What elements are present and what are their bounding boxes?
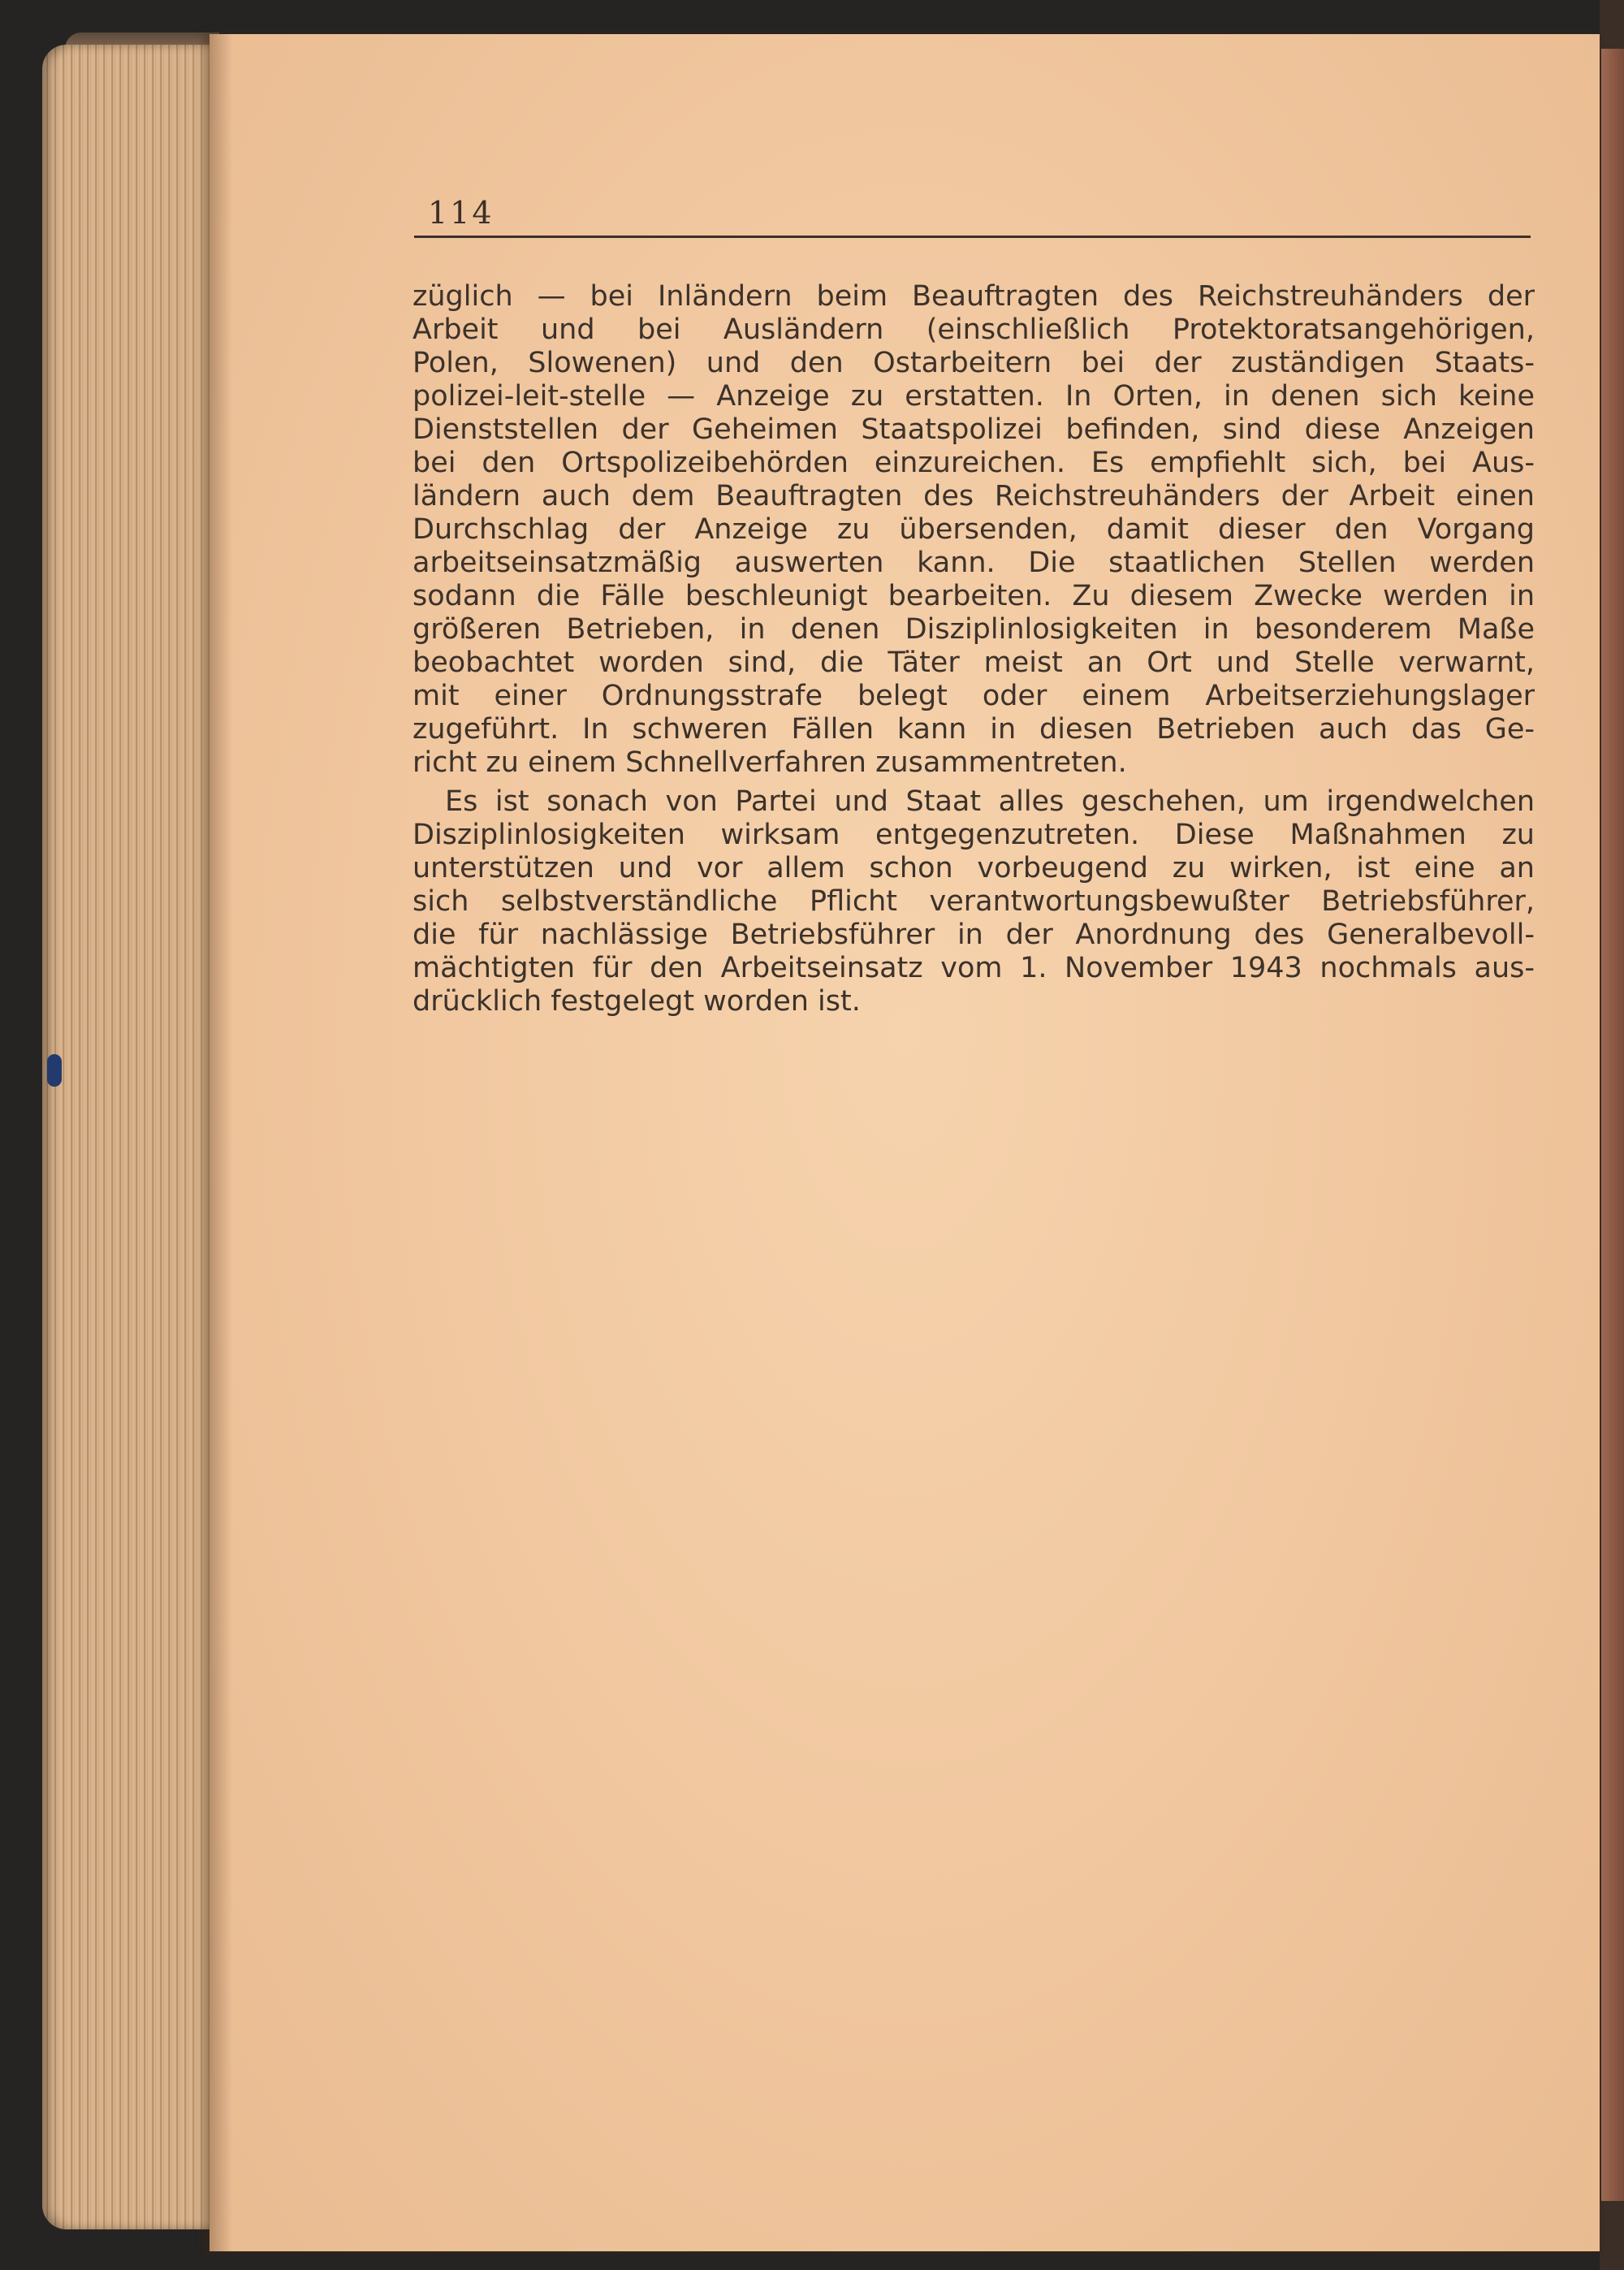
text-line: arbeitseinsatzmäßig auswerten kann. Die staatlichen Stellen werden [412, 547, 1535, 579]
text-line: Polen, Slowenen) und den Ostarbeitern bei der zuständigen Staats- [412, 347, 1535, 379]
binding-mark [47, 1054, 62, 1087]
text-line: Durchschlag der Anzeige zu übersenden, damit dieser den Vorgang [412, 513, 1535, 546]
text-line: Arbeit und bei Ausländern (einschließlich Protektoratsangehörigen, [412, 313, 1535, 346]
paragraph-2 [412, 785, 1535, 1018]
text-line: sodann die Fälle beschleunigt bearbeiten. Zu diesem Zwecke werden in [412, 580, 1535, 612]
text-line: Dienststellen der Geheimen Staatspolizei befinden, sind diese Anzeigen [412, 413, 1535, 446]
text-line: drücklich festgelegt worden ist. [412, 985, 861, 1018]
paragraph-1 [412, 280, 1535, 780]
text-line: ländern auch dem Beauftragten des Reichstreuhänders der Arbeit einen [412, 480, 1535, 512]
page-number: 114 [428, 195, 495, 231]
text-line: bei den Ortspolizeibehörden einzureichen. Es empfiehlt sich, bei Aus- [412, 447, 1535, 479]
page-stack-edges [42, 45, 213, 2229]
text-line: Disziplinlosigkeiten wirksam entgegenzutreten. Diese Maßnahmen zu [412, 819, 1535, 851]
text-line: züglich — bei Inländern beim Beauftragten des Reichstreuhänders der [412, 280, 1535, 313]
page-gutter-shadow [209, 34, 232, 2251]
text-line: richt zu einem Schnellverfahren zusammentreten. [412, 746, 1127, 779]
text-line: Es ist sonach von Partei und Staat alles geschehen, um irgendwelchen [445, 785, 1535, 818]
header-rule [414, 236, 1531, 238]
text-line: mächtigten für den Arbeitseinsatz vom 1. November 1943 nochmals aus- [412, 952, 1535, 984]
text-line: sich selbstverständliche Pflicht verantwortungsbewußter Betriebsführer, [412, 885, 1535, 918]
text-line: die für nachlässige Betriebsführer in der Anordnung des Generalbevoll- [412, 919, 1535, 951]
facing-page-edge [1601, 49, 1624, 2201]
text-line: polizei-leit-stelle — Anzeige zu erstatten. In Orten, in denen sich keine [412, 380, 1535, 413]
body-text [412, 280, 1535, 1024]
text-line: zugeführt. In schweren Fällen kann in diesen Betrieben auch das Ge- [412, 713, 1535, 746]
text-line: unterstützen und vor allem schon vorbeugend zu wirken, ist eine an [412, 852, 1535, 884]
text-line: größeren Betrieben, in denen Disziplinlosigkeiten in besonderem Maße [412, 613, 1535, 646]
text-line: beobachtet worden sind, die Täter meist an Ort und Stelle verwarnt, [412, 646, 1535, 679]
text-line: mit einer Ordnungsstrafe belegt oder einem Arbeitserziehungslager [412, 680, 1535, 712]
